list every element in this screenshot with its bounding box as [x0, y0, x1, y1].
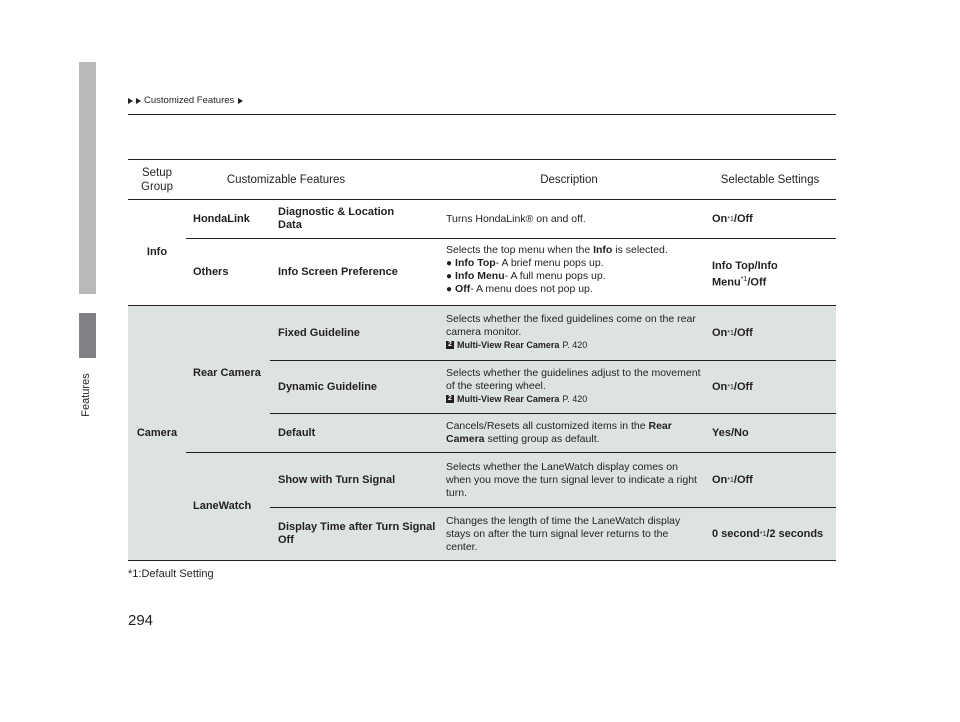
desc-dynamic-guideline: Selects whether the guidelines adjust to the movement of the steering wheel. 2 Multi-View Rear Camera P. 420: [446, 367, 701, 404]
xref-link[interactable]: 2 Multi-View Rear Camera P. 420: [446, 393, 701, 405]
setting-display-time: 0 second *1 /2 seconds: [712, 527, 824, 540]
bullet-icon: ●: [446, 258, 453, 269]
table-bottom-rule: [128, 560, 836, 561]
breadcrumb-arrow-icon: [128, 98, 133, 104]
feature-show-with-turn-signal: Show with Turn Signal: [278, 473, 396, 486]
header-setup-group: Setup Group: [141, 166, 173, 193]
desc-info-screen-preference: Selects the top menu when the Info is selected. ● Info Top- A brief menu pops up. ● Info Menu- A full menu pops up. ● Off- A menu does not pop up.: [446, 244, 668, 295]
reference-icon: 2: [446, 341, 454, 349]
side-tab-label: Features: [80, 373, 92, 417]
table-header: [128, 160, 836, 199]
header-rule: [128, 114, 836, 115]
desc-display-time: Changes the length of time the LaneWatch display stays on after the turn signal lever returns to the center.: [446, 514, 681, 553]
page-number: 294: [128, 612, 154, 629]
category-others: Others: [193, 265, 229, 278]
breadcrumb: [128, 95, 244, 106]
reference-icon: 2: [446, 395, 454, 403]
setting-show-with-turn-signal: On *1 /Off: [712, 473, 753, 486]
desc-show-with-turn-signal: Selects whether the LaneWatch display comes on when you move the turn signal lever to indicate a right turn.: [446, 460, 697, 499]
category-lanewatch: LaneWatch: [193, 500, 252, 512]
setting-fixed-guideline: On *1 /Off: [712, 326, 753, 339]
feature-diagnostic-location: Diagnostic & Location Data: [278, 206, 395, 231]
setting-default: Yes/No: [712, 426, 749, 439]
feature-info-screen-preference: Info Screen Preference: [278, 265, 398, 278]
footnote: *1:Default Setting: [128, 568, 214, 580]
breadcrumb-label[interactable]: Customized Features: [144, 95, 235, 106]
category-rear-camera: Rear Camera: [193, 367, 261, 379]
xref-link[interactable]: 2 Multi-View Rear Camera P. 420: [446, 339, 701, 351]
desc-diagnostic-location: Turns HondaLink® on and off.: [446, 212, 586, 225]
header-settings: Selectable Settings: [720, 173, 820, 186]
sidebar-tab-active: [79, 313, 96, 358]
bullet-icon: ●: [446, 284, 453, 295]
header-description: Description: [540, 173, 598, 186]
header-features: Customizable Features: [226, 173, 346, 186]
setting-diagnostic-location: On *1 /Off: [712, 212, 753, 225]
breadcrumb-arrow-icon: [238, 98, 243, 104]
bullet-icon: ●: [446, 271, 453, 282]
feature-display-time: Display Time after Turn Signal Off: [278, 521, 436, 546]
breadcrumb-arrow-icon: [136, 98, 141, 104]
group-info: Info: [146, 246, 168, 258]
setting-dynamic-guideline: On *1 /Off: [712, 380, 753, 393]
sidebar-tab-top: [79, 62, 96, 294]
group-camera: Camera: [136, 426, 178, 439]
category-hondalink: HondaLink: [193, 212, 250, 225]
feature-default: Default: [278, 426, 316, 439]
setting-info-screen-preference: Info Top/Info Menu$^{*1}$/Off: [712, 260, 778, 289]
feature-fixed-guideline: Fixed Guideline: [278, 326, 360, 339]
desc-default: Cancels/Resets all customized items in the Rear Camera setting group as default.: [446, 420, 672, 445]
desc-fixed-guideline: Selects whether the fixed guidelines come on the rear camera monitor. 2 Multi-View Rear Camera P. 420: [446, 313, 701, 351]
feature-dynamic-guideline: Dynamic Guideline: [278, 380, 378, 393]
